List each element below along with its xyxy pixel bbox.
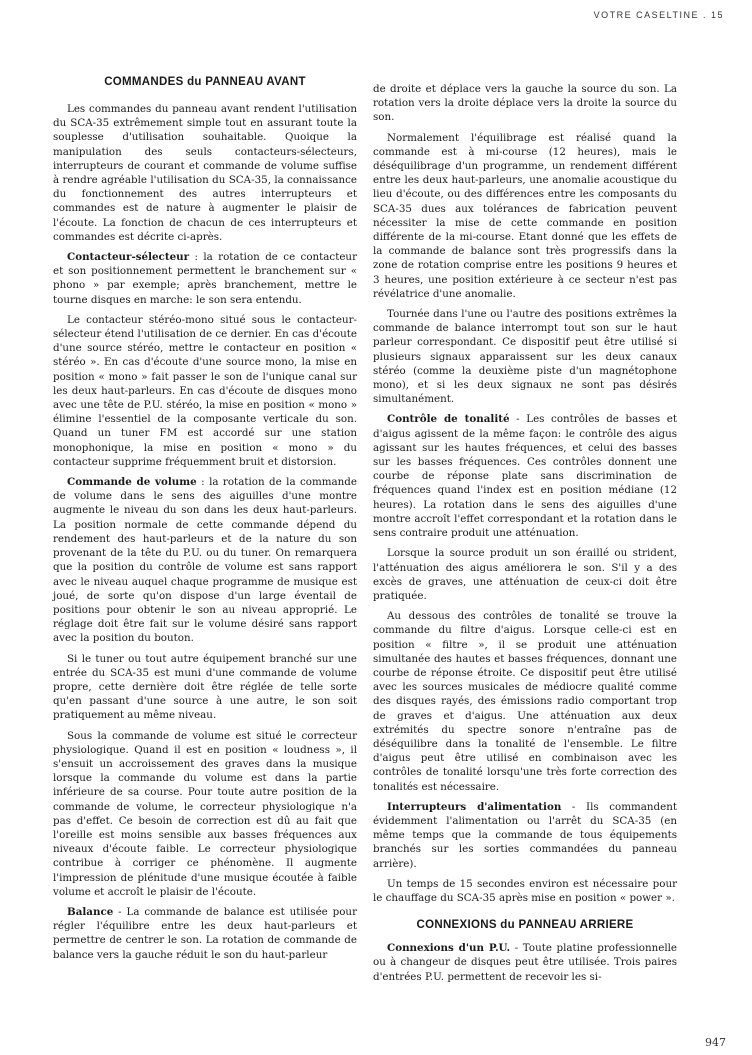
- tone-lead: Contrôle de tonalité: [387, 413, 510, 426]
- warmup-paragraph: Un temps de 15 secondes environ est nécessaire pour le chauffage du SCA-35 après mise en position « power ».: [373, 877, 677, 904]
- selector-body: : la rotation de ce contacteur et son positionnement permettent le branchement sur « phono » par exemple; après branchement, mettre le tourne disques en marche: le son sera entendu.: [53, 251, 357, 306]
- pickup-lead: Connexions d'un P.U.: [387, 942, 511, 955]
- tuner-paragraph: Si le tuner ou tout autre équipement branché sur une entrée du SCA-35 est muni d'une commande de volume propre, cette dernière doit être réglée de telle sorte qu'en passant d'une source à une autre, le son soit pratiquement au même niveau.: [53, 652, 357, 722]
- left-column: [53, 72, 357, 968]
- volume-paragraph: [53, 475, 357, 645]
- pickup-body: - Toute platine professionnelle ou à changeur de disques peut être utilisée. Trois paires d'entrées P.U. permettent de recevoir les si-: [373, 942, 677, 983]
- balance-body: - La commande de balance est utilisée pour régler l'équilibre entre les deux haut-parleurs et permettre de centrer le son. La rotation de commande de balance vers la gauche réduit le son du haut-parleur: [53, 905, 357, 961]
- power-paragraph: [373, 800, 677, 871]
- selector-lead: Contacteur-sélecteur: [67, 251, 190, 264]
- section-title-rear-panel: CONNEXIONS du PANNEAU ARRIERE: [416, 919, 634, 932]
- running-head: VOTRE CASELTINE . 15: [593, 10, 724, 20]
- stereo-mono-paragraph: Le contacteur stéréo-mono situé sous le contacteur-sélecteur étend l'utilisation de ce dernier. En cas d'écoute d'une source stéréo, mettre le contacteur en position « stéréo ». En cas d'écoute d'une source mono, la mise en position « mono » fait passer le son de l'unique canal sur les deux haut-parleurs. En cas d'écoute de disques mono avec une tête de P.U. stéréo, la mise en position « mono » élimine l'essentiel de la composante verticale du son. Quand un tuner FM est accordé sur une station monophonique, la mise en position « mono » du contacteur supprime fréquemment bruit et distorsion.: [53, 313, 357, 468]
- strident-paragraph: Lorsque la source produit un son éraillé ou strident, l'atténuation des aigus améliorera le son. S'il y a des excès de graves, une atténuation de ceux-ci doit être pratiquée.: [373, 547, 677, 602]
- page-number: 947: [705, 1036, 726, 1049]
- equilibrage-paragraph: Normalement l'équilibrage est réalisé quand la commande est à mi-course (12 heures), mais le déséquilibrage d'un programme, un rendement différent entre les deux haut-parleurs, une anomalie acoustique du lieu d'écoute, ou des différences entre les composants du SCA-35 dues aux tolérances de fabrication peuvent nécessiter la mise de cette commande en position différente de la mi-course. Etant donné que les effets de la commande de balance sont très progressifs dans la zone de rotation comprise entre les positions 9 heures et 3 heures, une position extérieure à ce secteur n'est pas révélatrice d'une anomalie.: [373, 131, 677, 300]
- volume-body: : la rotation de la commande de volume dans le sens des aiguilles d'une montre augmente le niveau du son dans les deux haut-parleurs. La position normale de cette commande dépend du rendement des haut-parleurs et de la nature du son provenant de la tête du P.U. ou du tuner. On remarquera que la position du contrôle de volume est sans rapport avec le niveau auquel chaque programme de musique est joué, de sorte qu'on dispose d'un large éventail de positions pour obtenir le son au niveau approprié. Le réglage doit être fait sur le volume désiré sans rapport avec la position du bouton.: [53, 476, 357, 645]
- right-column: [373, 82, 677, 990]
- power-body: - Ils commandent évidemment l'alimentation ou l'arrêt du SCA-35 (en même temps que la commande de tous équipements branchés sur les sorties commandées du panneau arrière).: [373, 800, 677, 870]
- balance-lead: Balance: [67, 905, 114, 918]
- volume-lead: Commande de volume: [67, 476, 197, 489]
- tone-body: - Les contrôles de basses et d'aigus agissent de la même façon: le contrôle des aigus agissant sur les hautes fréquences, et celui des basses sur les basses fréquences. Ces contrôles donnent une courbe de réponse plate sans discrimination de fréquences quand l'index est en position médiane (12 heures). La rotation dans le sens des aiguilles d'une montre accroît l'effet correspondant et la rotation dans le sens contraire produit une atténuation.: [373, 413, 677, 540]
- loudness-paragraph: Sous la commande de volume est situé le correcteur physiologique. Quand il est en position « loudness », il s'ensuit un accroissement des graves dans la musique lorsque la commande du volume est dans la partie inférieure de sa course. Pour toute autre position de la commande de volume, le correcteur physiologique n'a pas d'effet. Ce besoin de correction est dû au fait que l'oreille est moins sensible aux basses fréquences aux niveaux d'écoute faible. Le correcteur physiologique contribue à corriger ce phénomène. Il augmente l'impression de plénitude d'une musique écoutée à faible volume et accroît le plaisir de l'écoute.: [53, 729, 357, 898]
- selector-paragraph: [53, 250, 357, 307]
- intro-paragraph: Les commandes du panneau avant rendent l'utilisation du SCA-35 extrêmement simple tout en assurant toute la souplesse d'utilisation souhaitable. Quoique la manipulation des seuls contacteurs-sélecteurs, interrupteurs de courant et commande de volume suffise à rendre agréable l'utilisation du SCA-35, la connaissance du fonctionnement des autres interrupteurs et commandes est de nature à augmenter le plaisir de l'écoute. La fonction de chacun de ces interrupteurs et commandes est décrite ci-après.: [53, 103, 357, 243]
- power-lead: Interrupteurs d'alimentation: [387, 800, 562, 813]
- page-body: [53, 72, 713, 1037]
- section-title-front-panel: COMMANDES du PANNEAU AVANT: [104, 76, 306, 88]
- pickup-paragraph: [373, 941, 677, 984]
- extreme-positions-paragraph: Tournée dans l'une ou l'autre des positions extrêmes la commande de balance interrompt tout son sur le haut parleur correspondant. Ce dispositif peut être utilisé si plusieurs signaux apparaissent sur les deux canaux stéréo (comme la deuxième piste d'un magnétophone mono), et si les deux signaux ne sont pas désirés simultanément.: [373, 308, 677, 406]
- balance-continued: de droite et déplace vers la gauche la source du son. La rotation vers la droite déplace vers la droite la source du son.: [373, 83, 677, 124]
- balance-paragraph: [53, 905, 357, 962]
- tone-paragraph: [373, 412, 677, 540]
- filter-paragraph: Au dessous des contrôles de tonalité se trouve la commande du filtre d'aigus. Lorsque celle-ci est en position « filtre », il se produit une atténuation simultanée des hautes et basses fréquences, donnant une courbe de réponse étroite. Ce dispositif peut être utilisé avec les sources musicales de médiocre qualité comme des disques rayés, des émissions radio comportant trop de graves et d'aigus. Une atténuation aux deux extrémités du spectre sonore n'entraîne pas de déséquilibre dans la tonalité de l'ensemble. Le filtre d'aigus peut être utilisé en combinaison avec les contrôles de tonalité lorsqu'une très forte correction des tonalités est nécessaire.: [373, 610, 677, 793]
